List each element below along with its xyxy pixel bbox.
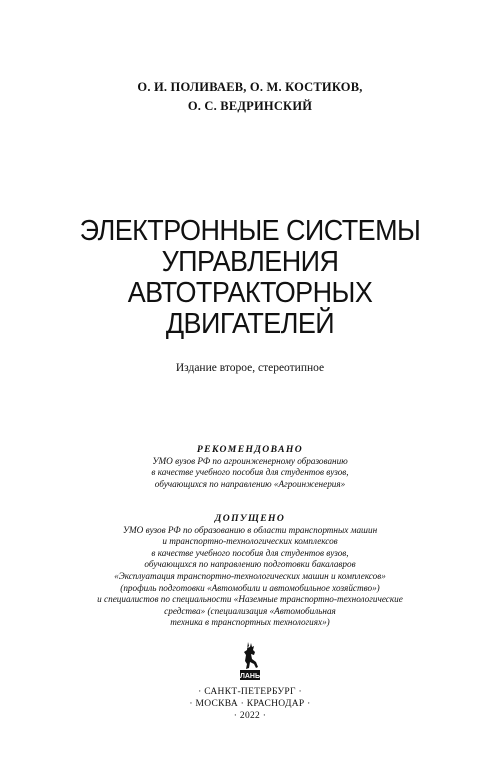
approved-line: УМО вузов РФ по образованию в области транспортных машин [122,524,378,535]
approved-block [40,513,460,629]
svg-text:ЛАНЬ: ЛАНЬ [239,673,261,680]
approved-line: и транспортно-технологических комплексов [162,536,338,547]
authors [0,78,500,116]
approved-line: (профиль подготовки «Автомобили и автомобильное хозяйство») [120,582,380,593]
approved-line: средства» (специализация «Автомобильная [164,605,336,616]
imprint-cities-1: · САНКТ-ПЕТЕРБУРГ · [198,687,302,697]
authors-line-1: О. И. ПОЛИВАЕВ, О. М. КОСТИКОВ, [137,80,363,94]
imprint-year: · 2022 · [233,711,267,721]
approved-line: техника в транспортных технологиях») [170,617,330,628]
book-title [36,216,464,340]
book-title-line-3: АВТОТРАКТОРНЫХ [127,277,373,309]
publisher-imprint [0,686,500,722]
recommended-heading: РЕКОМЕНДОВАНО [196,444,304,455]
approved-line: и специалистов по специальности «Наземные транспортно-технологические [97,594,403,605]
book-title-line-1: ЭЛЕКТРОННЫЕ СИСТЕМЫ [79,215,421,247]
recommended-line: в качестве учебного пособия для студентов вузов, [151,467,349,478]
approved-heading: ДОПУЩЕНО [214,513,286,524]
approved-line: обучающихся по направлению подготовки бакалавров [144,559,356,570]
publisher-logo-icon [234,640,266,682]
recommended-block [40,444,460,490]
edition-note: Издание второе, стереотипное [175,362,325,374]
authors-line-2: О. С. ВЕДРИНСКИЙ [187,99,313,113]
book-title-line-4: ДВИГАТЕЛЕЙ [165,308,335,340]
approved-line: «Эксплуатация транспортно-технологических машин и комплексов» [114,570,386,581]
approved-line: в качестве учебного пособия для студентов вузов, [151,547,349,558]
imprint-cities-2: · МОСКВА · КРАСНОДАР · [189,699,311,709]
book-title-line-2: УПРАВЛЕНИЯ [161,246,339,278]
recommended-line: обучающихся по направлению «Агроинженерия» [154,478,346,489]
recommended-line: УМО вузов РФ по агроинженерному образованию [152,455,348,466]
